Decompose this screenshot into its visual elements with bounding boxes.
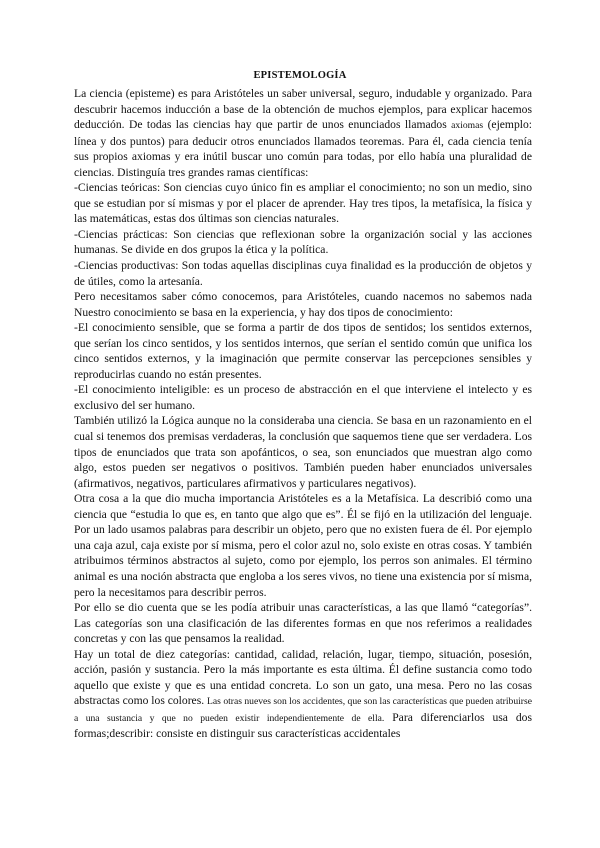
paragraph: -El conocimiento sensible, que se forma a partir de dos tipos de sentidos; los sentidos externos, que serían los cinco sentidos, y los sentidos internos, que serían el sentido común que unifica los cinco sentidos externos, y la imaginación que permite conservar las percepciones sensibles y reproducirlas cuando no están presentes.	[74, 321, 532, 381]
page-title: EPISTEMOLOGÍA	[253, 70, 347, 81]
inline-small-text: Las otras nueves son los accidentes, que son las características que pueden atribuirse a una sustancia y que no pueden existir independientemente de ella.	[74, 696, 532, 724]
paragraph	[74, 647, 532, 742]
inline-small-text: axiomas	[451, 120, 484, 132]
paragraph: -Ciencias teóricas: Son ciencias cuyo único fin es ampliar el conocimiento; no son un medio, sino que se estudian por sí mismas y por el placer de aprender. Hay tres tipos, la metafísica, la física y las matemáticas, estas dos últimas son ciencias naturales.	[74, 181, 532, 226]
paragraph-text: La ciencia (episteme) es para Aristóteles un saber universal, seguro, indudable y organizado. Para descubrir hacemos inducción a base de la obtención de muchos ejemplos, para explicar hacemos deducción. De todas las ciencias hay que partir de unos enunciados llamados	[74, 87, 532, 132]
document-body	[74, 86, 532, 742]
paragraph-text: Hay un total de diez categorías: cantidad, calidad, relación, lugar, tiempo, situación, posesión, acción, pasión y sustancia. Pero la más importante es esta última. Él define sustancia como todo aquello que existe y que es una entidad concreta. Lo son un gato, una mesa. Pero no las cosas abstractas como los colores.	[74, 647, 532, 708]
paragraph: También utilizó la Lógica aunque no la consideraba una ciencia. Se basa en un razonamiento en el cual si tenemos dos premisas verdaderas, la conclusión que saquemos tiene que ser verdadera. Los tipos de enunciados que trata son apofánticos, o sea, son enunciados que muestran algo como algo, estos pueden ser negativos o positivos. También pueden haber enunciados universales (afirmativos, negativos, particulares afirmativos y particulares negativos).	[74, 414, 532, 490]
paragraph-text: Para diferenciarlos usa dos formas;describir: consiste en distinguir sus características accidentales	[74, 710, 532, 741]
paragraph: -El conocimiento inteligible: es un proceso de abstracción en el que interviene el intelecto y es exclusivo del ser humano.	[74, 383, 532, 412]
paragraph	[74, 86, 532, 180]
paragraph-text: (ejemplo: línea y dos puntos) para deducir otros enunciados llamados teoremas. Para él, cada ciencia tenía sus propios axiomas y era inútil buscar uno común para todas, por ello había una pluralidad de ciencias. Distinguía tres grandes ramas científicas:	[74, 118, 532, 179]
paragraph: Por ello se dio cuenta que se les podía atribuir unas características, a las que llamó “categorías”. Las categorías son una clasificación de las diferentes formas en que nos referimos a realidades concretas y con las que pensamos la realidad.	[74, 601, 532, 646]
paragraph: -Ciencias prácticas: Son ciencias que reflexionan sobre la organización social y las acciones humanas. Se divide en dos grupos la ética y la política.	[74, 227, 532, 257]
paragraph: -Ciencias productivas: Son todas aquellas disciplinas cuya finalidad es la producción de objetos y de útiles, como la artesanía.	[74, 259, 532, 288]
paragraph: Pero necesitamos saber cómo conocemos, para Aristóteles, cuando nacemos no sabemos nada Nuestro conocimiento se basa en la experiencia, y hay dos tipos de conocimiento:	[74, 290, 532, 319]
paragraph: Otra cosa a la que dio mucha importancia Aristóteles es a la Metafísica. La describió como una ciencia que “estudia lo que es, en tanto que algo que es”. Él se fijó en la utilización del lenguaje. Por un lado usamos palabras para describir un objeto, pero que no existen fuera de él. Por ejemplo una caja azul, caja existe por sí misma, pero el color azul no, solo existe en otras cosas. Y también atribuimos términos abstractos al sujeto, como por ejemplo, los perros son animales. El término animal es una noción abstracta que engloba a los seres vivos, no tiene una existencia por sí misma, pero la necesitamos para describir perros.	[74, 492, 532, 599]
